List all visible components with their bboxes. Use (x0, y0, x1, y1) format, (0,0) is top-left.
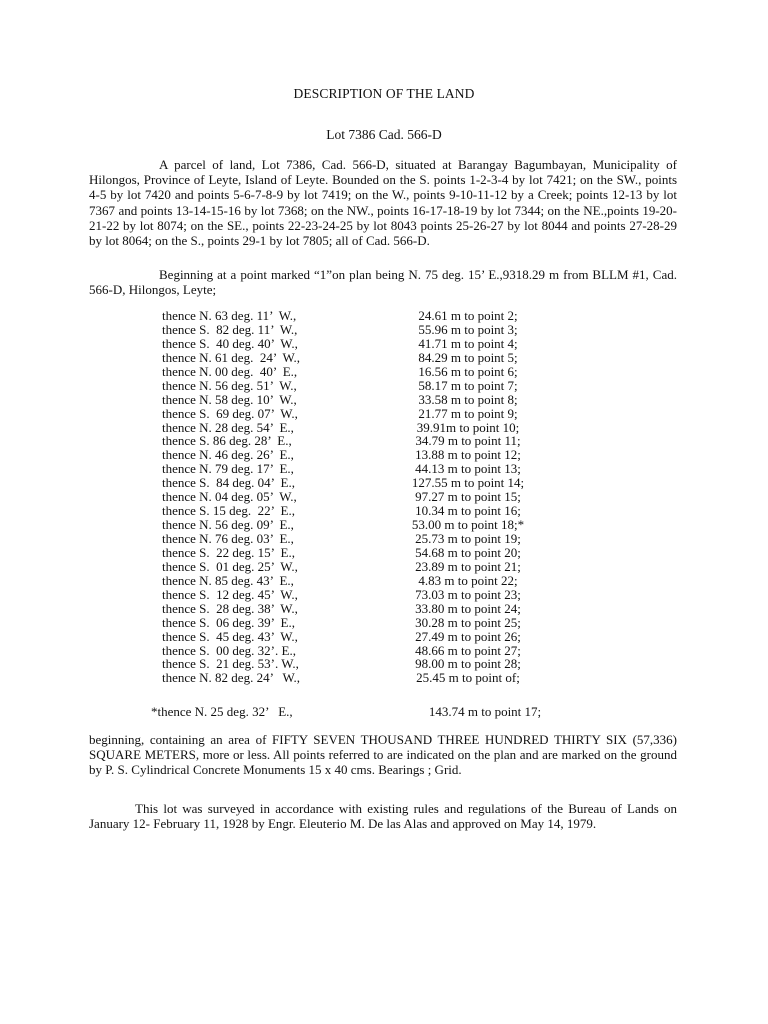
course-distance: 127.55 m to point 14; (411, 475, 525, 491)
course-row (0, 337, 768, 351)
extra-course-row (0, 704, 768, 720)
course-row (0, 532, 768, 546)
course-bearing: thence S. 01 deg. 25’ W., (162, 558, 298, 574)
course-distance: 98.00 m to point 28; (415, 656, 521, 672)
course-distance: 54.68 m to point 20; (415, 544, 521, 560)
course-distance: 143.74 m to point 17; (428, 704, 542, 719)
course-distance: 58.17 m to point 7; (418, 377, 518, 393)
course-row (0, 560, 768, 574)
area-paragraph: beginning, containing an area of FIFTY SEVEN THOUSAND THREE HUNDRED THIRTY SIX (57,336) SQUARE METERS, more or less. All points referred to are indicated on the plan and are marked on the ground by P. S. Cylindrical Concrete Monuments 15 x 40 cms. Bearings ; Grid. (89, 732, 677, 778)
course-row (0, 671, 768, 685)
lot-identifier: Lot 7386 Cad. 566-D (326, 127, 442, 142)
course-bearing: *thence N. 25 deg. 32’ E., (151, 704, 293, 719)
course-distance: 33.80 m to point 24; (415, 600, 521, 616)
course-bearing: thence S. 40 deg. 40’ W., (162, 335, 298, 351)
course-distance: 16.56 m to point 6; (418, 363, 518, 379)
course-row (0, 434, 768, 448)
course-row (0, 365, 768, 379)
survey-text: This lot was surveyed in accordance with existing rules and regulations of the Bureau of Lands on January 12- February 11, 1928 by Engr. Eleuterio M. De las Alas and approved on May 14, 1979. (89, 801, 677, 832)
course-distance: 10.34 m to point 16; (415, 503, 521, 519)
course-row (0, 546, 768, 560)
course-bearing: thence N. 28 deg. 54’ E., (162, 419, 294, 435)
course-row (0, 616, 768, 630)
course-row (0, 630, 768, 644)
course-bearing: thence N. 82 deg. 24’ W., (162, 670, 301, 686)
course-row (0, 323, 768, 337)
course-bearing: thence S. 84 deg. 04’ E., (162, 475, 295, 491)
survey-paragraph (89, 801, 677, 831)
course-distance: 21.77 m to point 9; (418, 405, 518, 421)
course-distance: 55.96 m to point 3; (418, 321, 518, 337)
course-bearing: thence N. 56 deg. 51’ W., (162, 377, 297, 393)
course-row (0, 602, 768, 616)
course-bearing: thence N. 61 deg. 24’ W., (162, 349, 301, 365)
course-row (0, 490, 768, 504)
course-bearing: thence S. 00 deg. 32’. E., (162, 642, 296, 658)
course-row (0, 421, 768, 435)
course-row (0, 448, 768, 462)
course-distance: 41.71 m to point 4; (418, 335, 518, 351)
course-distance: 34.79 m to point 11; (415, 433, 521, 449)
course-distance: 97.27 m to point 15; (415, 489, 521, 505)
course-bearing: thence N. 63 deg. 11’ W., (162, 308, 297, 323)
course-row (0, 476, 768, 490)
course-row (0, 462, 768, 476)
course-distance: 48.66 m to point 27; (415, 642, 521, 658)
course-bearing: thence N. 58 deg. 10’ W., (162, 391, 297, 407)
course-row (0, 518, 768, 532)
course-bearing: thence S. 69 deg. 07’ W., (162, 405, 298, 421)
course-distance: 39.91m to point 10; (416, 419, 520, 435)
course-bearing: thence S. 28 deg. 38’ W., (162, 600, 298, 616)
course-bearing: thence S. 86 deg. 28’ E., (162, 433, 292, 449)
course-distance: 53.00 m to point 18;* (411, 517, 525, 533)
boundary-paragraph (89, 157, 677, 248)
course-row (0, 393, 768, 407)
course-distance: 25.45 m to point of; (416, 670, 520, 686)
course-distance: 44.13 m to point 13; (415, 461, 521, 477)
course-row (0, 657, 768, 671)
course-distance: 33.58 m to point 8; (418, 391, 518, 407)
course-bearing: thence S. 22 deg. 15’ E., (162, 544, 295, 560)
course-distance: 13.88 m to point 12; (415, 447, 521, 463)
course-bearing: thence S. 45 deg. 43’ W., (162, 628, 298, 644)
course-distance: 4.83 m to point 22; (418, 572, 518, 588)
course-bearing: thence S. 82 deg. 11’ W., (162, 321, 298, 337)
course-bearing: thence S. 06 deg. 39’ E., (162, 614, 295, 630)
course-bearing: thence N. 76 deg. 03’ E., (162, 531, 294, 546)
course-bearing: thence N. 79 deg. 17’ E., (162, 461, 294, 477)
course-distance: 27.49 m to point 26; (415, 628, 521, 644)
beginning-point-paragraph (89, 267, 677, 297)
course-row (0, 351, 768, 365)
course-row (0, 407, 768, 421)
course-row (0, 574, 768, 588)
course-distance: 24.61 m to point 2; (418, 308, 518, 323)
course-bearing: thence N. 00 deg. 40’ E., (162, 363, 298, 379)
course-row (0, 309, 768, 323)
course-distance: 84.29 m to point 5; (418, 349, 518, 365)
course-distance: 25.73 m to point 19; (415, 531, 521, 546)
course-bearing: thence S. 12 deg. 45’ W., (162, 586, 298, 602)
course-distance: 30.28 m to point 25; (415, 614, 521, 630)
course-bearing: thence N. 56 deg. 09’ E., (162, 517, 294, 533)
course-bearing: thence N. 04 deg. 05’ W., (162, 489, 297, 505)
course-bearing: thence N. 46 deg. 26’ E., (162, 447, 294, 463)
boundary-text: A parcel of land, Lot 7386, Cad. 566-D, situated at Barangay Bagumbayan, Municipality of Hilongos, Province of Leyte, Island of Leyte. Bounded on the S. points 1-2-3-4 by lot 7421; on the SW., points 4-5 by lot 7420 and points 5-6-7-8-9 by lot 7419; on the W., points 9-10-11-12 by a Creek; points 12-13 by lot 7367 and points 13-14-15-16 by lot 7368; on the NW., points 16-17-18-19 by lot 7344; on the NE.,points 19-20-21-22 by lot 8074; on the SE., points 22-23-24-25 by lot 8043 points 25-26-27 by lot 8044 and points 27-28-29 by lot 8064; on the S., points 29-1 by lot 7805; all of Cad. 566-D. (89, 157, 677, 249)
course-distance: 23.89 m to point 21; (415, 558, 521, 574)
course-bearing: thence S. 21 deg. 53’. W., (162, 656, 299, 672)
course-row (0, 504, 768, 518)
document-title: DESCRIPTION OF THE LAND (293, 86, 475, 101)
course-row (0, 379, 768, 393)
course-distance: 73.03 m to point 23; (415, 586, 521, 602)
beginning-point-text: Beginning at a point marked “1”on plan being N. 75 deg. 15’ E.,9318.29 m from BLLM #1, Cad. 566-D, Hilongos, Leyte; (89, 267, 677, 298)
courses-list (0, 309, 768, 685)
course-row (0, 644, 768, 658)
course-bearing: thence N. 85 deg. 43’ E., (162, 572, 294, 588)
course-bearing: thence S. 15 deg. 22’ E., (162, 503, 295, 519)
course-row (0, 588, 768, 602)
